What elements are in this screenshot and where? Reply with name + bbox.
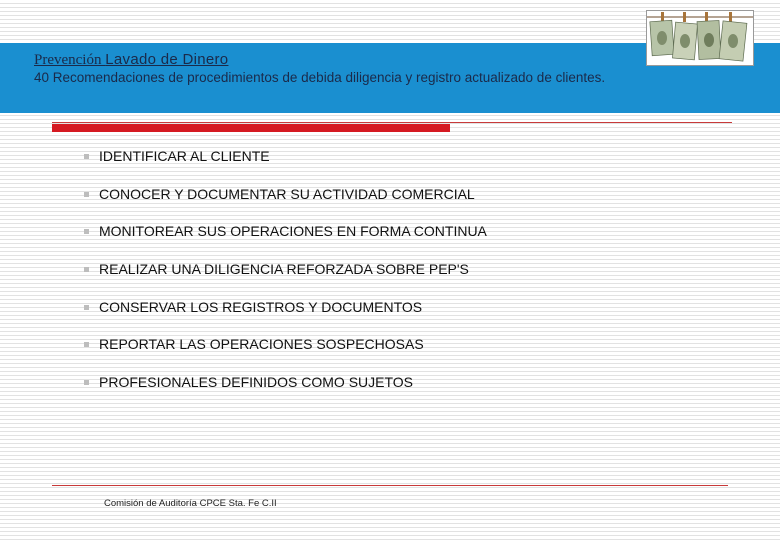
bullet-list: [84, 148, 487, 412]
accent-bar: [52, 124, 450, 132]
list-item: [84, 299, 487, 337]
list-item-text: REALIZAR UNA DILIGENCIA REFORZADA SOBRE PEP'S: [99, 261, 469, 278]
list-item: [84, 223, 487, 261]
footer-credit: Comisión de Auditoría CPCE Sta. Fe C.II: [104, 498, 277, 509]
bullet-icon: [84, 342, 89, 347]
list-item-text: PROFESIONALES DEFINIDOS COMO SUJETOS: [99, 374, 414, 391]
slide-title: [34, 51, 228, 69]
list-item: [84, 336, 487, 374]
hanging-money-image: [646, 10, 754, 66]
list-item-text: MONITOREAR SUS OPERACIONES EN FORMA CONTINUA: [99, 223, 487, 240]
list-item-text: IDENTIFICAR AL CLIENTE: [99, 148, 270, 164]
title-prefix: Prevención: [34, 52, 102, 68]
bullet-icon: [84, 305, 89, 310]
list-item-text: CONOCER Y DOCUMENTAR SU ACTIVIDAD COMERCIAL: [99, 185, 475, 202]
footer-divider: [52, 485, 728, 486]
list-item: [84, 374, 487, 412]
bullet-icon: [84, 154, 89, 159]
list-item-text: CONSERVAR LOS REGISTROS Y DOCUMENTOS: [99, 298, 423, 315]
title-topic: Lavado de Dinero: [105, 51, 229, 68]
list-item: [84, 186, 487, 224]
list-item-text: REPORTAR LAS OPERACIONES SOSPECHOSAS: [99, 336, 424, 353]
list-item: [84, 148, 487, 186]
bullet-icon: [84, 380, 89, 385]
slide-subtitle: 40 Recomendaciones de procedimientos de debida diligencia y registro actualizado de clientes.: [34, 70, 606, 85]
list-item: [84, 261, 487, 299]
bullet-icon: [84, 229, 89, 234]
bullet-icon: [84, 192, 89, 197]
header-divider: [52, 122, 732, 123]
bullet-icon: [84, 267, 89, 272]
